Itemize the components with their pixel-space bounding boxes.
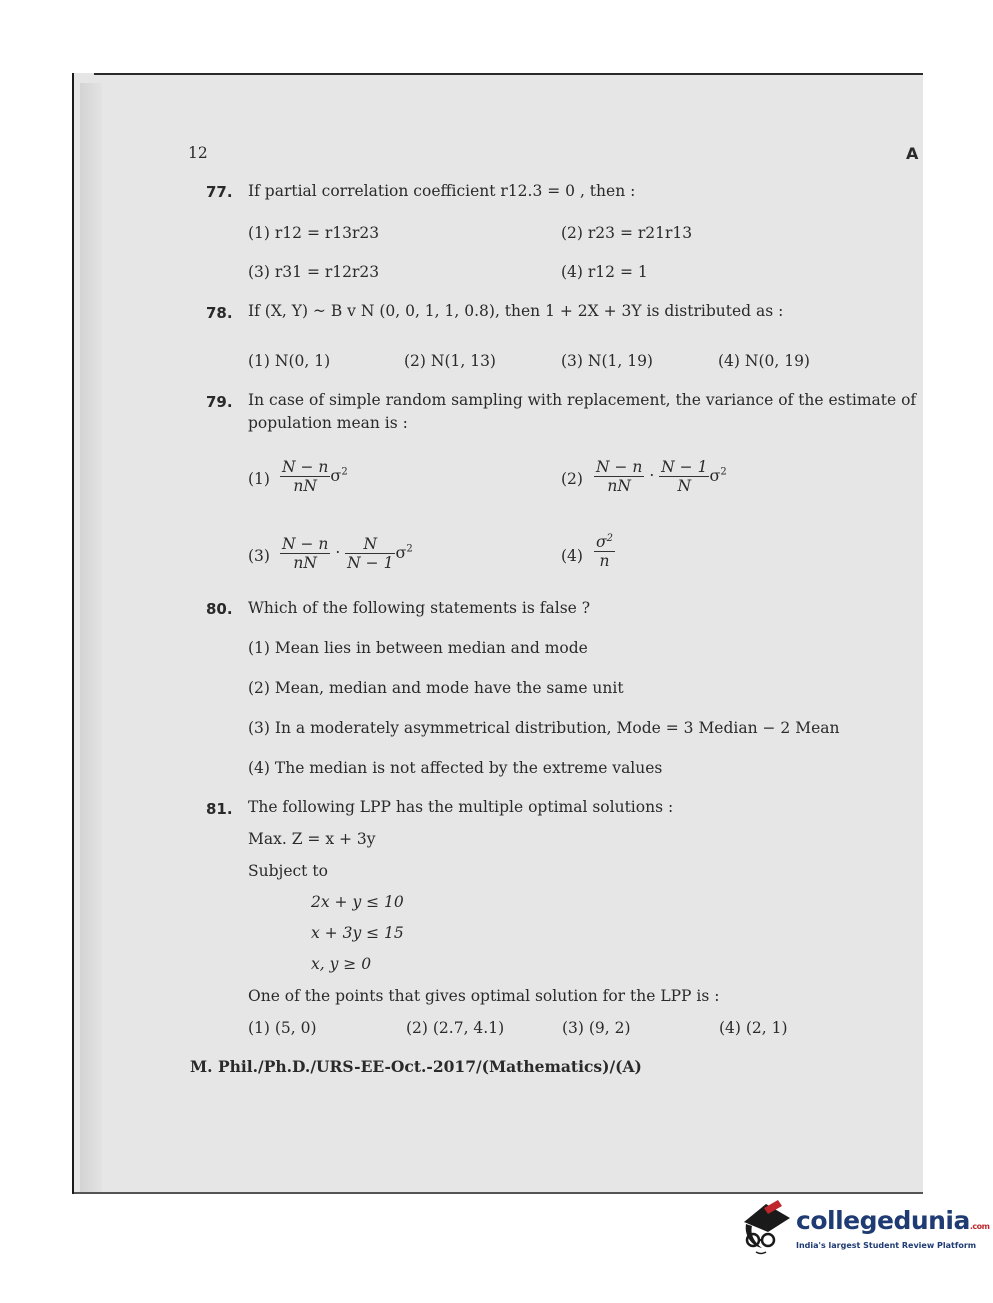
top-edge-line xyxy=(94,73,923,75)
q81-constraint-1: 2x + y ≤ 10 xyxy=(311,893,404,911)
q81-question: One of the points that gives optimal solution for the LPP is : xyxy=(248,987,720,1005)
q81-option-1: (1) (5, 0) xyxy=(248,1019,317,1037)
q79-number: 79. xyxy=(206,393,233,411)
q81-constraint-2: x + 3y ≤ 15 xyxy=(311,924,404,942)
q78-stem: If (X, Y) ~ B v N (0, 0, 1, 1, 0.8), then 1 + 2X + 3Y is distributed as : xyxy=(248,302,784,320)
q79-option-3-label: (3) xyxy=(248,547,270,565)
q78-option-1: (1) N(0, 1) xyxy=(248,352,331,370)
collegedunia-logo xyxy=(738,1196,990,1260)
paper-code-footer: M. Phil./Ph.D./URS-EE-Oct.-2017/(Mathematics)/(A) xyxy=(190,1057,642,1076)
q77-number: 77. xyxy=(206,183,233,201)
series-letter: A xyxy=(906,144,919,163)
q81-objective: Max. Z = x + 3y xyxy=(248,830,376,848)
q79-option-2-label: (2) xyxy=(561,470,583,488)
q79-option-4-label: (4) xyxy=(561,547,583,565)
q80-option-2: (2) Mean, median and mode have the same unit xyxy=(248,679,624,697)
q81-subject-to: Subject to xyxy=(248,862,328,880)
brand-tagline: India's largest Student Review Platform xyxy=(796,1241,977,1250)
q81-option-2: (2) (2.7, 4.1) xyxy=(406,1019,505,1037)
q81-stem: The following LPP has the multiple optimal solutions : xyxy=(248,798,674,816)
mascot-icon xyxy=(738,1196,794,1256)
q80-option-4: (4) The median is not affected by the extreme values xyxy=(248,759,663,777)
q81-option-3: (3) (9, 2) xyxy=(562,1019,631,1037)
q77-option-2: (2) r23 = r21r13 xyxy=(561,224,693,242)
q77-option-1: (1) r12 = r13r23 xyxy=(248,224,380,242)
page-edge-shadow xyxy=(80,83,102,1194)
page-number: 12 xyxy=(188,144,208,162)
q77-stem: If partial correlation coefficient r12.3 = 0 , then : xyxy=(248,182,636,200)
q79-option-4-formula: $\frac{\sigma^2}{n}$ xyxy=(596,533,613,571)
q77-option-4: (4) r12 = 1 xyxy=(561,263,648,281)
q79-stem-line1: In case of simple random sampling with replacement, the variance of the estimate of xyxy=(248,391,917,409)
q78-option-2: (2) N(1, 13) xyxy=(404,352,496,370)
q78-option-3: (3) N(1, 19) xyxy=(561,352,653,370)
q81-constraint-3: x, y ≥ 0 xyxy=(311,955,372,973)
q77-option-3: (3) r31 = r12r23 xyxy=(248,263,380,281)
q81-option-4: (4) (2, 1) xyxy=(719,1019,788,1037)
q80-option-1: (1) Mean lies in between median and mode xyxy=(248,639,588,657)
q79-option-1-label: (1) xyxy=(248,470,270,488)
q81-number: 81. xyxy=(206,800,233,818)
q78-number: 78. xyxy=(206,304,233,322)
q80-stem: Which of the following statements is false ? xyxy=(248,599,591,617)
bottom-edge-line xyxy=(74,1192,923,1194)
q78-option-4: (4) N(0, 19) xyxy=(718,352,810,370)
q80-option-3: (3) In a moderately asymmetrical distribution, Mode = 3 Median − 2 Mean xyxy=(248,719,840,737)
q79-option-1-formula: $\frac{N - n}{nN}$ $\sigma^2$ xyxy=(282,458,348,495)
q79-option-2-formula: $\frac{N - n}{nN}$ · $\frac{N - 1}{N}$ $\sigma^2$ xyxy=(596,458,727,495)
brand-name: collegedunia xyxy=(796,1206,970,1235)
q80-number: 80. xyxy=(206,600,233,618)
q79-option-3-formula: $\frac{N - n}{nN}$ · $\frac{N}{N - 1}$ $\sigma^2$ xyxy=(282,535,413,572)
q79-stem-line2: population mean is : xyxy=(248,414,408,432)
brand-suffix: .com xyxy=(969,1222,990,1231)
